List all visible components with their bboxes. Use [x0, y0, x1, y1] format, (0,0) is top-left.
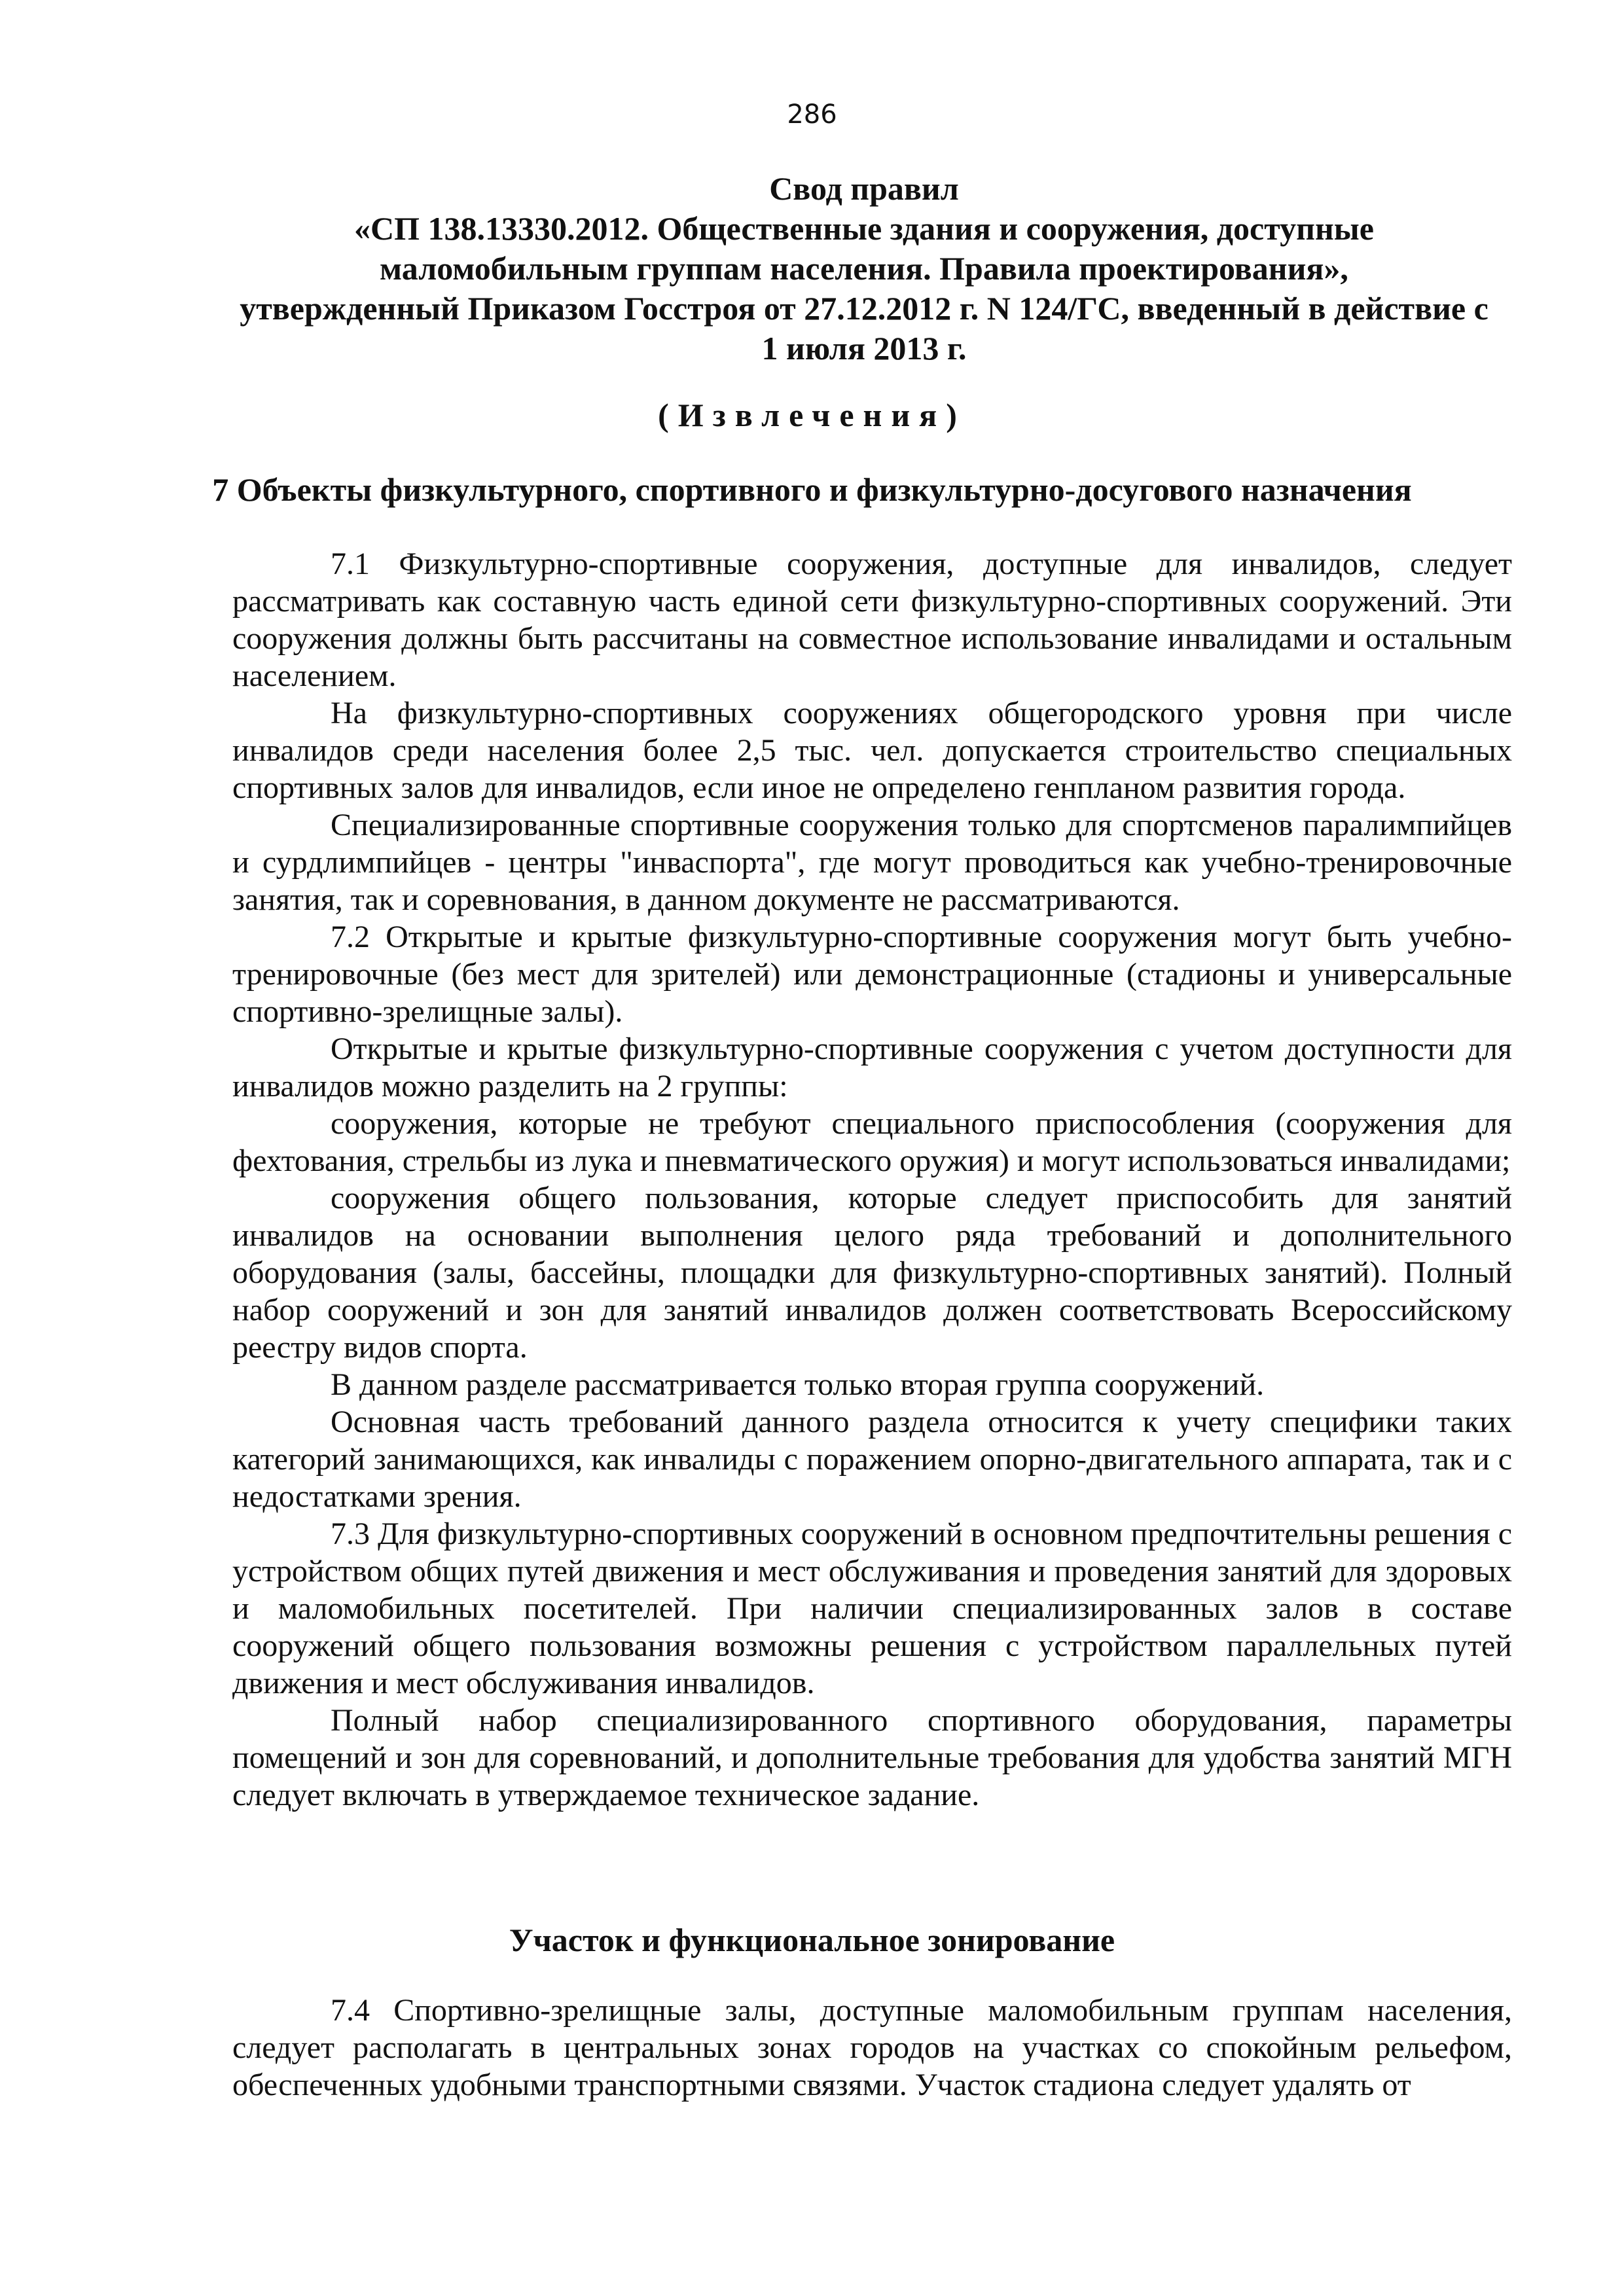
paragraph: сооружения общего пользования, которые следует приспособить для занятий инвалидов на основании выполнения целого ряда требований и дополнительного оборудования (залы, бассейны, площадки для физкультурно-спортивных занятий). Полный набор сооружений и зон для занятий инвалидов должен соответствовать Всероссийскому реестру видов спорта. [232, 1181, 1512, 1365]
paragraph: сооружения, которые не требуют специального приспособления (сооружения для фехтования, стрельбы из лука и пневматического оружия) и могут использоваться инвалидами; [232, 1106, 1512, 1178]
paragraph: 7.1 Физкультурно-спортивные сооружения, доступные для инвалидов, следует рассматривать как составную часть единой сети физкультурно-спортивных сооружений. Эти сооружения должны быть рассчитаны на совместное использование инвалидами и остальным населением. [232, 547, 1512, 693]
header-line-1: Свод правил [769, 170, 959, 207]
paragraph: На физкультурно-спортивных сооружениях общегородского уровня при числе инвалидов среди населения более 2,5 тыс. чел. допускается строительство специальных спортивных залов для инвалидов, если иное не определено генпланом развития города. [232, 696, 1512, 805]
paragraph: 7.3 Для физкультурно-спортивных сооружений в основном предпочтительны решения с устройством общих путей движения и мест обслуживания и проведения занятий для здоровых и маломобильных посетителей. При наличии специализированных залов в составе сооружений общего пользования возможны решения с устройством параллельных путей движения и мест обслуживания инвалидов. [232, 1516, 1512, 1700]
header-line-5: 1 июля 2013 г. [761, 330, 967, 367]
subsection-title: Участок и функциональное зонирование [509, 1922, 1115, 1958]
section-body [232, 545, 1512, 1814]
header-line-3: маломобильным группам населения. Правила проектирования», [380, 250, 1348, 287]
paragraph: 7.4 Спортивно-зрелищные залы, доступные маломобильным группам населения, следует располагать в центральных зонах городов на участках со спокойным рельефом, обеспеченных удобными транспортными связями. Участок стадиона следует удалять от [232, 1993, 1512, 2102]
page-number: 286 [787, 99, 837, 130]
paragraph: Полный набор специализированного спортивного оборудования, параметры помещений и зон для соревнований, и дополнительные требования для удобства занятий МГН следует включать в утверждаемое техническое задание. [232, 1703, 1512, 1812]
paragraph: В данном разделе рассматривается только вторая группа сооружений. [331, 1367, 1265, 1402]
paragraph: Открытые и крытые физкультурно-спортивные сооружения с учетом доступности для инвалидов можно разделить на 2 группы: [232, 1031, 1512, 1103]
header-line-4: утвержденный Приказом Госстроя от 27.12.2012 г. N 124/ГС, введенный в действие с [240, 290, 1489, 327]
extract-label: (Извлечения) [658, 397, 966, 433]
header-line-2: «СП 138.13330.2012. Общественные здания и сооружения, доступные [353, 210, 1375, 247]
paragraph: Основная часть требований данного раздела относится к учету специфики таких категорий занимающихся, как инвалиды с поражением опорно-двигательного аппарата, так и с недостатками зрения. [232, 1405, 1512, 1514]
paragraph: 7.2 Открытые и крытые физкультурно-спортивные сооружения могут быть учебно-тренировочные (без мест для зрителей) или демонстрационные (стадионы и универсальные спортивно-зрелищные залы). [232, 920, 1512, 1029]
paragraph: Специализированные спортивные сооружения только для спортсменов паралимпийцев и сурдлимпийцев - центры "инваспорта", где могут проводиться как учебно-тренировочные занятия, так и соревнования, в данном документе не рассматриваются. [232, 808, 1512, 917]
subsection-body [232, 1992, 1512, 2104]
section-title: 7 Объекты физкультурного, спортивного и физкультурно-досугового назначения [212, 471, 1412, 508]
document-header [223, 169, 1506, 368]
